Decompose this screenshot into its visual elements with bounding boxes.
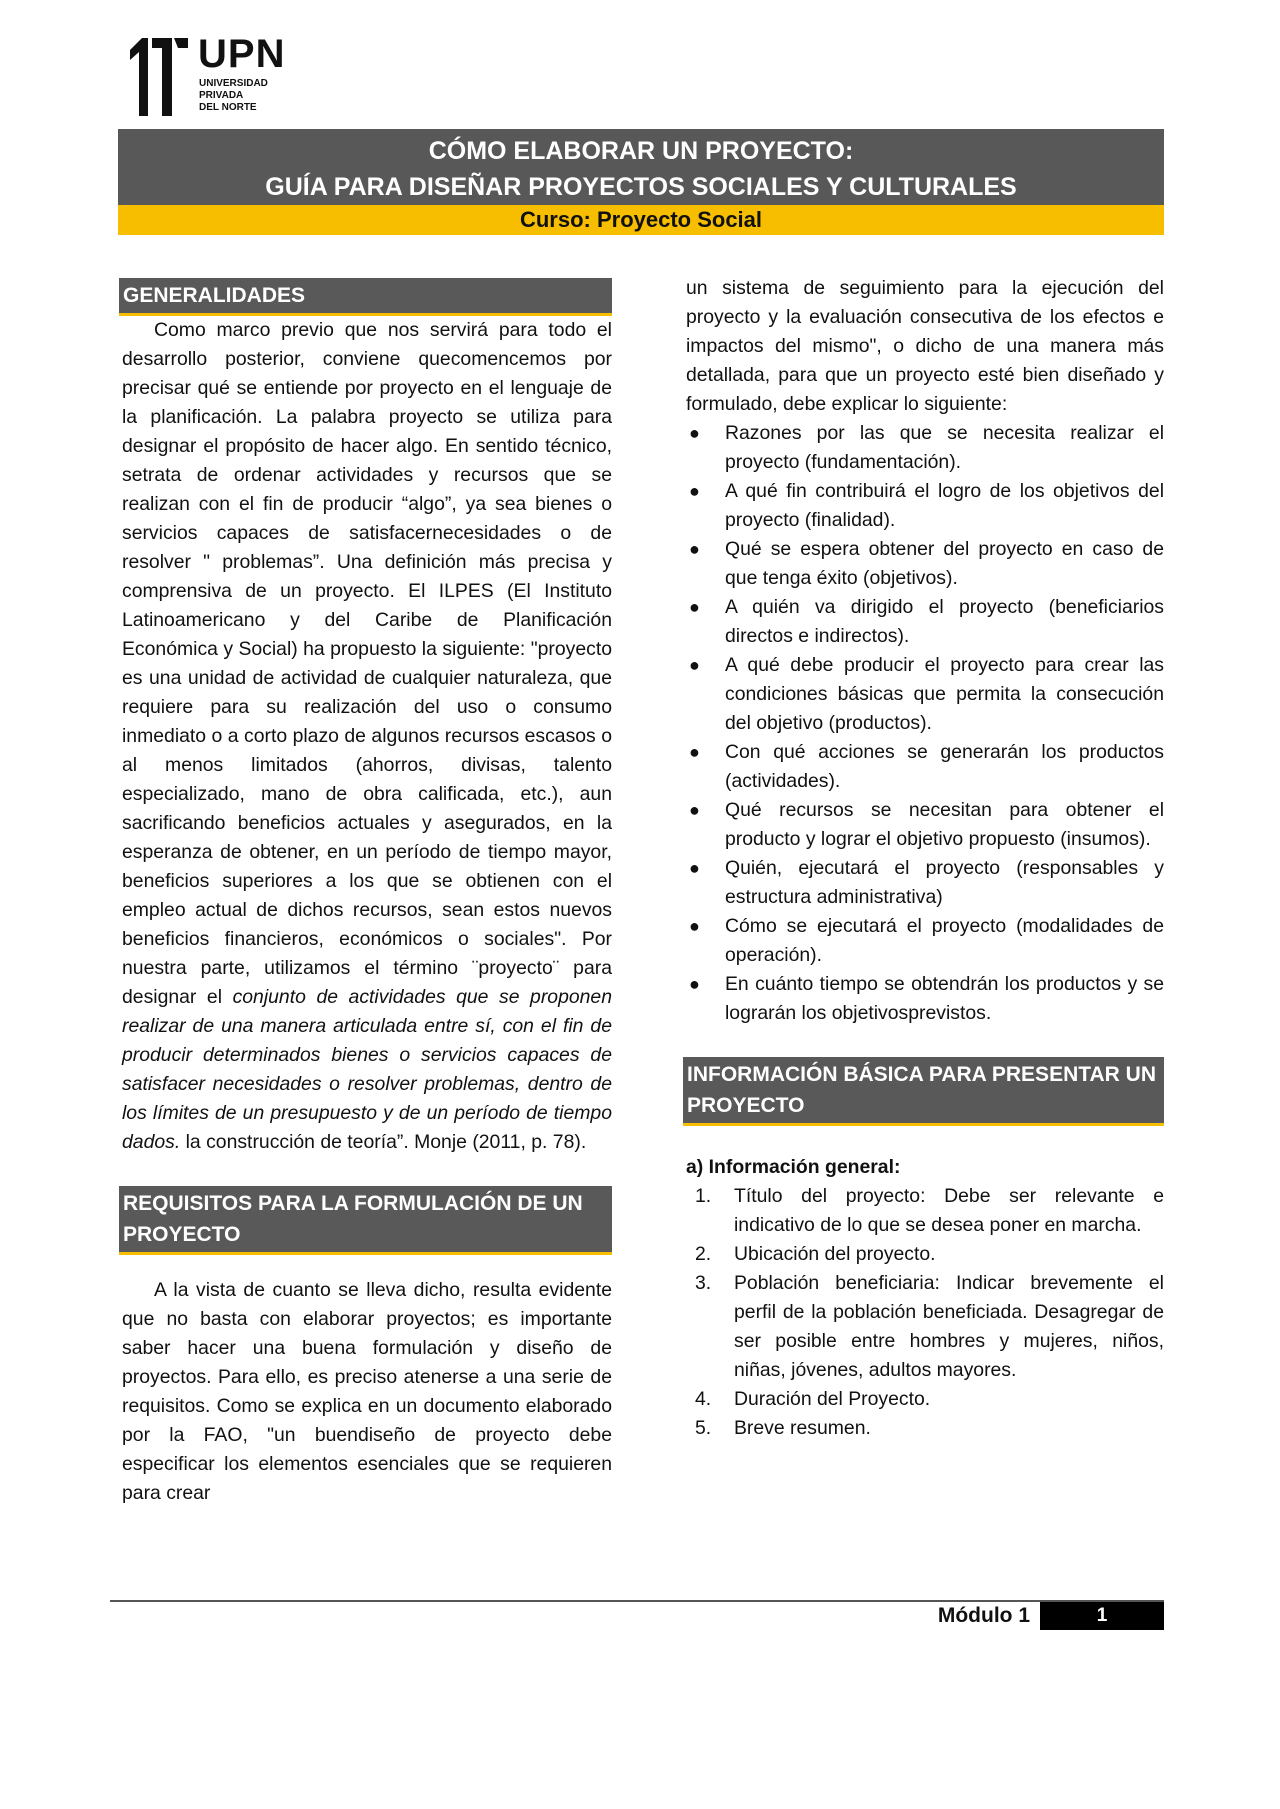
list-item-number: 5. — [695, 1417, 712, 1439]
list-item — [686, 912, 1164, 970]
footer-module-label: Módulo 1 — [937, 1604, 1030, 1627]
bullet-icon: ● — [689, 539, 700, 559]
list-item-text: Qué recursos se necesitan para obtener el producto y lograr el objetivo propuesto (insumos). — [725, 799, 1164, 850]
list-item — [686, 593, 1164, 651]
logo-sub-line: PRIVADA — [199, 90, 244, 101]
list-item-text: Duración del Proyecto. — [734, 1388, 931, 1410]
list-item-text: A quién va dirigido el proyecto (beneficiarios directos e indirectos). — [725, 596, 1164, 647]
list-item-text: A qué fin contribuirá el logro de los objetivos del proyecto (finalidad). — [725, 480, 1164, 531]
continued-paragraph: un sistema de seguimiento para la ejecución del proyecto y la evaluación consecutiva de los efectos e impactos del mismo", o dicho de una manera más detallada, para que un proyecto esté bien diseñado y formulado, debe explicar lo siguiente: — [686, 277, 1164, 415]
list-item-text: Título del proyecto: Debe ser relevante e indicativo de lo que se desea poner en marcha. — [734, 1185, 1164, 1236]
upn-logo-mark-icon — [128, 36, 190, 116]
requisitos-paragraph: A la vista de cuanto se lleva dicho, resulta evidente que no basta con elaborar proyectos; es importante saber hacer una buena formulación y diseño de proyectos. Para ello, es preciso atenerse a una serie de requisitos. Como se explica en un documento elaborado por la FAO, "un buendiseño de proyecto debe especificar los elementos esenciales que se requieren para crear — [122, 1279, 612, 1504]
course-bar: Curso: Proyecto Social — [118, 205, 1164, 235]
list-item-text: A qué debe producir el proyecto para crear las condiciones básicas que permita la consecución del objetivo (productos). — [725, 654, 1164, 734]
general-info-list — [686, 1182, 1164, 1443]
list-item-text: Qué se espera obtener del proyecto en caso de que tenga éxito (objetivos). — [725, 538, 1164, 589]
page-number: 1 — [1040, 1602, 1164, 1630]
left-column — [122, 278, 612, 1508]
list-item-text: Población beneficiaria: Indicar brevemente el perfil de la población beneficiada. Desagregar de ser posible entre hombres y mujeres, niños, niñas, jóvenes, adultos mayores. — [734, 1272, 1164, 1381]
list-item-number: 3. — [695, 1272, 712, 1294]
logo-name: UPN — [198, 32, 286, 76]
list-item-text: Breve resumen. — [734, 1417, 871, 1439]
list-item — [686, 419, 1164, 477]
bullet-icon: ● — [689, 916, 700, 936]
list-item — [686, 854, 1164, 912]
list-item-number: 2. — [695, 1243, 712, 1265]
list-item — [686, 651, 1164, 738]
list-item — [686, 1269, 1164, 1385]
list-item-text: Razones por las que se necesita realizar el proyecto (fundamentación). — [725, 422, 1164, 473]
generalidades-paragraph — [122, 316, 612, 1157]
paragraph-italic-text: conjunto de actividades que se proponen realizar de una manera articulada entre sí, con el fin de producir determinados bienes o servicios capaces de satisfacer necesidades o resolver problemas, dentro de los límites de un presupuesto y de un período de tiempo dados. — [122, 986, 612, 1153]
section-heading-informacion-basica: INFORMACIÓN BÁSICA PARA PRESENTAR UN PROYECTO — [683, 1057, 1164, 1126]
list-item-text: Ubicación del proyecto. — [734, 1243, 936, 1265]
list-item-text: Cómo se ejecutará el proyecto (modalidades de operación). — [725, 915, 1164, 966]
document-title-bar — [118, 129, 1164, 205]
paragraph-text: Como marco previo que nos servirá para todo el desarrollo posterior, conviene quecomencemos por precisar qué se entiende por proyecto en el lenguaje de la planificación. La palabra proyecto se utiliza para designar el propósito de hacer algo. En sentido técnico, setrata de ordenar actividades y recursos que se realizan con el fin de producir “algo”, ya sea bienes o servicios capaces de satisfacernecesidades o de resolver " problemas”. Una definición más precisa y comprensiva de un proyecto. El ILPES (El Instituto Latinoamericano y del Caribe de Planificación Económica y Social) ha propuesto la siguiente: "proyecto es una unidad de actividad de cualquier naturaleza, que requiere para su realización del uso o consumo inmediato o a corto plazo de algunos recursos escasos o al menos limitados (ahorros, divisas, talento especializado, mano de obra calificada, etc.), aun sacrificando beneficios actuales y asegurados, en la esperanza de obtener, en un período de tiempo mayor, beneficios superiores a los que se obtienen con el empleo actual de dichos recursos, sean estos nuevos beneficios financieros, económicos o sociales". Por nuestra parte, utilizamos el término ¨proyecto¨ para designar el — [122, 319, 612, 1008]
section-heading-generalidades: GENERALIDADES — [119, 278, 612, 316]
bullet-icon: ● — [689, 655, 700, 675]
list-item-number: 4. — [695, 1388, 712, 1410]
requirements-list — [686, 419, 1164, 1028]
list-item — [686, 970, 1164, 1028]
list-item-text: Con qué acciones se generarán los productos (actividades). — [725, 741, 1164, 792]
bullet-icon: ● — [689, 742, 700, 762]
bullet-icon: ● — [689, 974, 700, 994]
bullet-icon: ● — [689, 597, 700, 617]
upn-logo — [128, 34, 288, 120]
list-item — [686, 1182, 1164, 1240]
logo-sub-line: UNIVERSIDAD — [199, 78, 268, 89]
bullet-icon: ● — [689, 800, 700, 820]
section-heading-requisitos: REQUISITOS PARA LA FORMULACIÓN DE UN PROYECTO — [119, 1186, 612, 1255]
list-item — [686, 796, 1164, 854]
list-item — [686, 477, 1164, 535]
list-item-text: Quién, ejecutará el proyecto (responsables y estructura administrativa) — [725, 857, 1164, 908]
logo-subtitle — [199, 78, 268, 114]
list-item — [686, 1385, 1164, 1414]
list-item — [686, 1240, 1164, 1269]
bullet-icon: ● — [689, 423, 700, 443]
logo-sub-line: DEL NORTE — [199, 102, 257, 113]
title-line-1: CÓMO ELABORAR UN PROYECTO: — [428, 137, 854, 165]
paragraph-text-end: la construcción de teoría”. Monje (2011, p. 78). — [180, 1131, 587, 1153]
list-item — [686, 738, 1164, 796]
list-item — [686, 1414, 1164, 1443]
list-item — [686, 535, 1164, 593]
subheading-informacion-general: a) Información general: — [686, 1156, 901, 1178]
bullet-icon: ● — [689, 481, 700, 501]
list-item-number: 1. — [695, 1185, 712, 1207]
title-line-2: GUÍA PARA DISEÑAR PROYECTOS SOCIALES Y CULTURALES — [265, 173, 1017, 201]
bullet-icon: ● — [689, 858, 700, 878]
list-item-text: En cuánto tiempo se obtendrán los productos y se lograrán los objetivosprevistos. — [725, 973, 1164, 1024]
right-column — [686, 274, 1164, 1443]
